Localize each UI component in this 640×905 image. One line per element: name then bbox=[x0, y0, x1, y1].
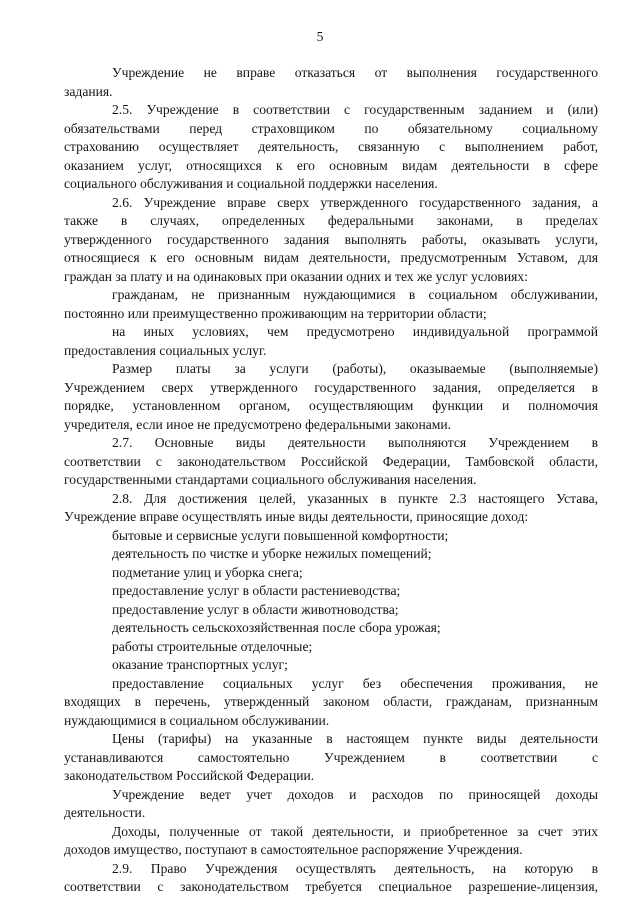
text-line: подметание улиц и уборка снега; bbox=[112, 564, 303, 580]
text-line: социального обслуживания и социальной поддержки населения. bbox=[64, 176, 438, 191]
text-line: предоставление услуг в области животноводства; bbox=[112, 601, 399, 617]
text-line: 2.7. Основные виды деятельности выполняются Учреждением в bbox=[112, 435, 598, 450]
text-line: порядке, установленном органом, осуществляющим функции и полномочия bbox=[64, 398, 598, 413]
text-line: соответствии с законодательством требуется специальное разрешение-лицензия, bbox=[64, 879, 598, 894]
text-line: 2.8. Для достижения целей, указанных в пункте 2.3 настоящего Устава, bbox=[112, 490, 598, 506]
text-line: соответствии с законодательством Российской Федерации, Тамбовской области, bbox=[64, 453, 598, 469]
text-line: Учреждением сверх утвержденного государственного задания, определяется в bbox=[64, 379, 598, 395]
text-line: также в случаях, определенных федеральными законами, в пределах bbox=[64, 213, 598, 228]
text-line: деятельность сельскохозяйственная после сбора урожая; bbox=[112, 620, 441, 635]
text-line: гражданам, не признанным нуждающимися в социальном обслуживании, bbox=[112, 287, 598, 302]
document-body bbox=[64, 64, 598, 897]
text-line: постоянно или преимущественно проживающим на территории области; bbox=[64, 305, 487, 321]
text-line: устанавливаются самостоятельно Учреждением в соответствии с bbox=[64, 749, 598, 765]
text-line: Учреждение вправе осуществлять иные виды деятельности, приносящие доход: bbox=[64, 509, 529, 524]
text-line: задания. bbox=[64, 83, 113, 99]
text-line: предоставления социальных услуг. bbox=[64, 342, 267, 358]
text-line: деятельность по чистке и уборке нежилых помещений; bbox=[112, 546, 432, 561]
text-line: 2.9. Право Учреждения осуществлять деятельность, на которую в bbox=[112, 860, 598, 876]
text-line: Цены (тарифы) на указанные в настоящем пункте виды деятельности bbox=[112, 731, 598, 746]
text-line: входящих в перечень, утвержденный законом области, гражданам, признанным bbox=[64, 694, 598, 709]
text-line: предоставление социальных услуг без обеспечения проживания, не bbox=[112, 675, 598, 691]
text-line: оказание транспортных услуг; bbox=[112, 657, 288, 672]
text-line: нуждающимися в социальном обслуживании. bbox=[64, 712, 330, 728]
text-line: деятельности. bbox=[64, 805, 146, 820]
text-line: граждан за плату и на одинаковых при оказании одних и тех же услуг условиях: bbox=[64, 268, 528, 284]
text-line: на иных условиях, чем предусмотрено индивидуальной программой bbox=[112, 324, 598, 339]
text-line: государственными стандартами социального обслуживания населения. bbox=[64, 472, 477, 487]
text-line: учредителя, если иное не предусмотрено федеральными законами. bbox=[64, 416, 452, 432]
text-line: 2.6. Учреждение вправе сверх утвержденного государственного задания, а bbox=[112, 194, 598, 210]
text-line: работы строительные отделочные; bbox=[112, 638, 313, 654]
text-line: 2.5. Учреждение в соответствии с государственным заданием и (или) bbox=[112, 102, 598, 117]
text-line: доходов имущество, поступают в самостоятельное распоряжение Учреждения. bbox=[64, 842, 523, 857]
text-line: Размер платы за услуги (работы), оказываемые (выполняемые) bbox=[112, 361, 598, 376]
text-line: Доходы, полученные от такой деятельности, и приобретенное за счет этих bbox=[112, 823, 598, 839]
text-line: утвержденного государственного задания выполнять работы, оказывать услуги, bbox=[64, 231, 598, 247]
text-line: относящиеся к его основным видам деятельности, предусмотренным Уставом, для bbox=[64, 250, 598, 265]
text-line: предоставление услуг в области растениеводства; bbox=[112, 583, 401, 598]
text-line: законодательством Российской Федерации. bbox=[64, 768, 315, 783]
text-line: оказанием услуг, относящихся к его основным видам деятельности в сфере bbox=[64, 157, 598, 173]
text-line: обязательствами перед страховщиком по обязательному социальному bbox=[64, 120, 598, 136]
text-line: бытовые и сервисные услуги повышенной комфортности; bbox=[112, 527, 449, 543]
page-number: 5 bbox=[316, 29, 324, 44]
text-line: Учреждение не вправе отказаться от выполнения государственного bbox=[112, 65, 598, 80]
text-line: страхованию осуществляет деятельность, связанную с выполнением работ, bbox=[64, 139, 598, 154]
text-line: Учреждение ведет учет доходов и расходов по приносящей доходы bbox=[112, 786, 598, 802]
